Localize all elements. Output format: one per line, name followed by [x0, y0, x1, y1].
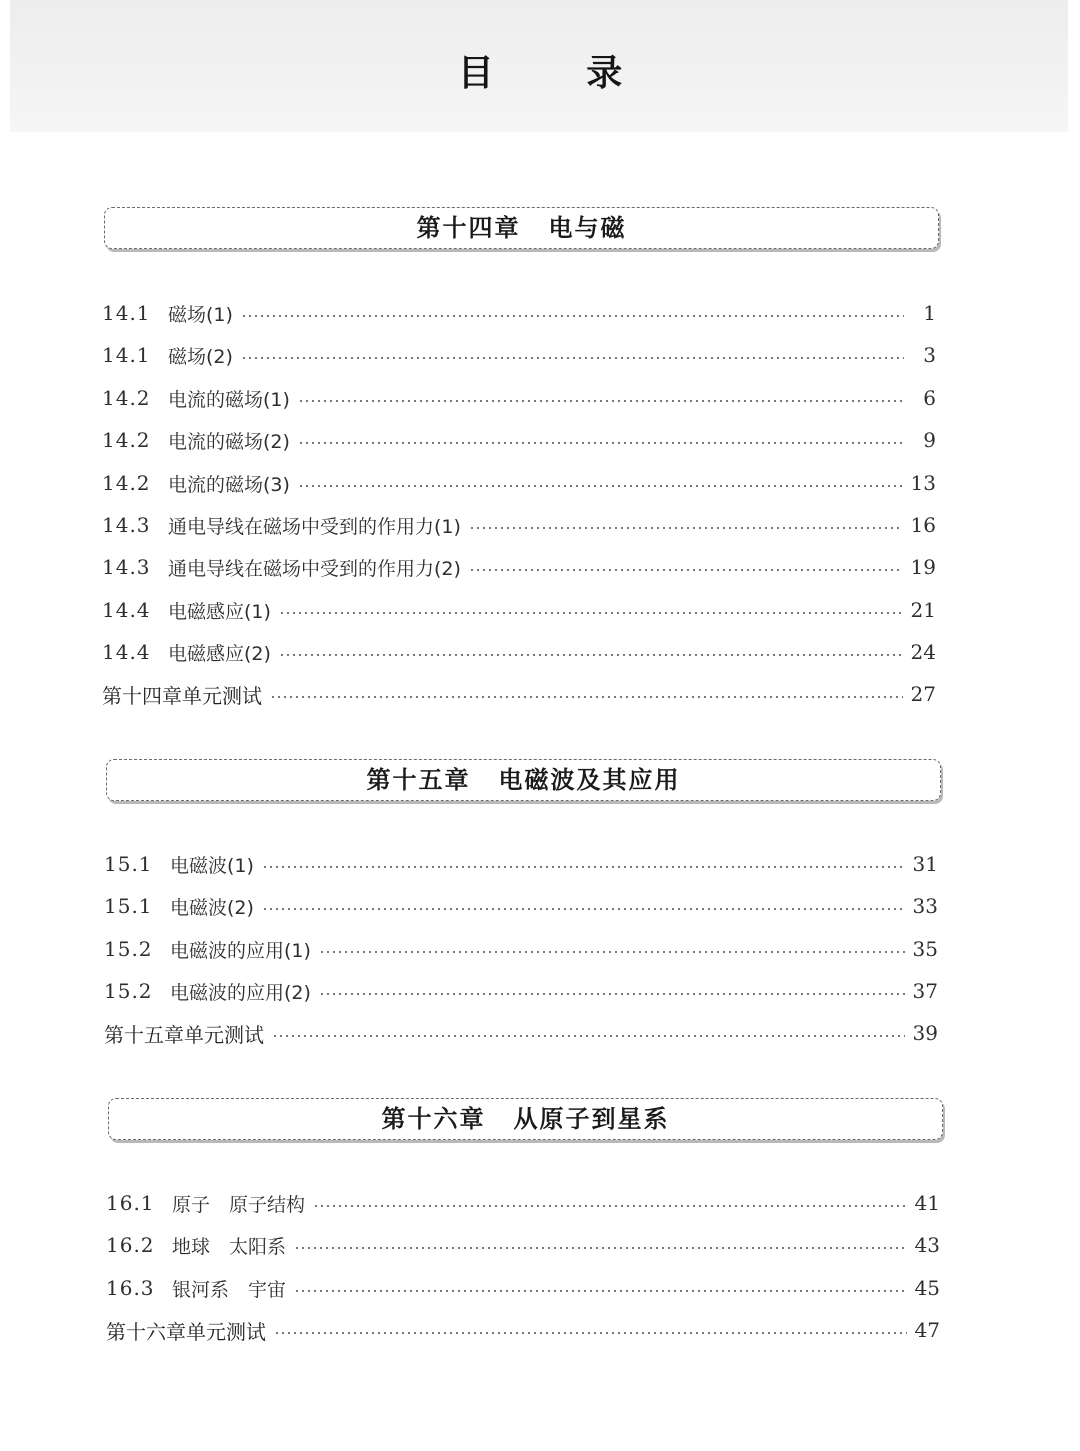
section-number: 15.1	[104, 894, 153, 918]
page-number: 19	[910, 555, 936, 579]
dot-leader	[272, 1035, 905, 1037]
chapter-number: 第十六章	[381, 1104, 486, 1133]
entry-title: 电磁波的应用(2)	[170, 981, 311, 1004]
dot-leader	[469, 527, 903, 529]
toc-entry[interactable]	[104, 934, 938, 964]
toc-entry[interactable]	[102, 468, 936, 498]
dot-leader	[279, 654, 903, 656]
page-number: 9	[923, 428, 936, 452]
page-number: 16	[910, 513, 936, 537]
page-number: 33	[912, 894, 938, 918]
chapter-header-16	[108, 1098, 943, 1140]
toc-entry[interactable]	[102, 425, 936, 455]
section-number: 14.3	[102, 555, 151, 579]
section-number: 14.2	[102, 471, 151, 495]
toc-entry-unit-test[interactable]	[106, 1315, 940, 1345]
chapter-number: 第十四章	[416, 213, 521, 242]
page-number: 47	[914, 1318, 940, 1342]
page-number: 41	[914, 1191, 940, 1215]
entry-title: 地球 太阳系	[172, 1235, 287, 1258]
dot-leader	[469, 569, 903, 571]
section-number: 14.4	[102, 598, 151, 622]
section-number: 16.3	[106, 1276, 155, 1300]
chapter-header-14	[104, 207, 939, 249]
entry-title: 原子 原子结构	[172, 1193, 306, 1216]
chapter-title	[107, 760, 940, 800]
toc-entry[interactable]	[104, 976, 938, 1006]
chapter-title	[109, 1099, 942, 1139]
page-number: 37	[912, 979, 938, 1003]
section-number: 14.4	[102, 640, 151, 664]
section-number: 14.1	[102, 301, 151, 325]
toc-entry[interactable]	[104, 849, 938, 879]
entry-title: 银河系 宇宙	[172, 1278, 287, 1301]
entry-title: 第十四章单元测试	[102, 683, 262, 708]
section-number: 15.2	[104, 979, 153, 1003]
page-number: 13	[910, 471, 936, 495]
dot-leader	[274, 1332, 907, 1334]
dot-leader	[313, 1205, 907, 1207]
dot-leader	[294, 1247, 907, 1249]
dot-leader	[262, 908, 905, 910]
chapter-number: 第十五章	[366, 765, 471, 794]
dot-leader	[241, 357, 904, 359]
chapter-name: 从原子到星系	[513, 1104, 670, 1133]
entry-title: 电磁感应(1)	[168, 600, 271, 623]
chapter-name: 电与磁	[548, 213, 627, 242]
toc-entry[interactable]	[102, 340, 936, 370]
page-number: 45	[914, 1276, 940, 1300]
page-number: 3	[923, 343, 936, 367]
section-number: 14.1	[102, 343, 151, 367]
section-number: 16.1	[106, 1191, 155, 1215]
section-number: 14.2	[102, 428, 151, 452]
toc-entry[interactable]	[104, 891, 938, 921]
toc-entry[interactable]	[102, 552, 936, 582]
dot-leader	[319, 993, 905, 995]
dot-leader	[241, 315, 904, 317]
dot-leader	[298, 442, 904, 444]
page-title: 目 录	[457, 53, 663, 94]
entry-title: 电磁波(1)	[170, 854, 254, 877]
entry-title: 磁场(1)	[168, 303, 233, 326]
entry-title: 通电导线在磁场中受到的作用力(1)	[168, 515, 461, 538]
entry-title: 电磁感应(2)	[168, 642, 271, 665]
toc-entry[interactable]	[106, 1230, 940, 1260]
entry-title: 电流的磁场(2)	[168, 430, 290, 453]
page-number: 6	[923, 386, 936, 410]
chapter-header-15	[106, 759, 941, 801]
section-number: 16.2	[106, 1233, 155, 1257]
dot-leader	[319, 951, 905, 953]
chapter-title	[105, 208, 938, 248]
page-number: 39	[912, 1021, 938, 1045]
dot-leader	[298, 485, 903, 487]
section-number: 15.2	[104, 937, 153, 961]
toc-entry[interactable]	[106, 1273, 940, 1303]
dot-leader	[298, 400, 904, 402]
section-number: 14.2	[102, 386, 151, 410]
entry-title: 通电导线在磁场中受到的作用力(2)	[168, 557, 461, 580]
entry-title: 电磁波的应用(1)	[170, 939, 311, 962]
toc-entry-unit-test[interactable]	[102, 679, 936, 709]
dot-leader	[262, 866, 905, 868]
page-number: 35	[912, 937, 938, 961]
toc-entry[interactable]	[102, 595, 936, 625]
entry-title: 电磁波(2)	[170, 896, 254, 919]
dot-leader	[294, 1290, 907, 1292]
chapter-name: 电磁波及其应用	[498, 765, 681, 794]
entry-title: 磁场(2)	[168, 345, 233, 368]
toc-entry[interactable]	[102, 298, 936, 328]
toc-entry[interactable]	[102, 637, 936, 667]
page-number: 31	[912, 852, 938, 876]
toc-entry[interactable]	[106, 1188, 940, 1218]
page-number: 24	[910, 640, 936, 664]
section-number: 15.1	[104, 852, 153, 876]
entry-title: 第十六章单元测试	[106, 1319, 266, 1344]
entry-title: 第十五章单元测试	[104, 1022, 264, 1047]
entry-title: 电流的磁场(3)	[168, 473, 290, 496]
toc-entry[interactable]	[102, 510, 936, 540]
page-number: 27	[910, 682, 936, 706]
page-number: 1	[923, 301, 936, 325]
toc-entry[interactable]	[102, 383, 936, 413]
section-number: 14.3	[102, 513, 151, 537]
toc-entry-unit-test[interactable]	[104, 1018, 938, 1048]
dot-leader	[270, 696, 903, 698]
entry-title: 电流的磁场(1)	[168, 388, 290, 411]
page-number: 43	[914, 1233, 940, 1257]
dot-leader	[279, 612, 903, 614]
page-number: 21	[910, 598, 936, 622]
